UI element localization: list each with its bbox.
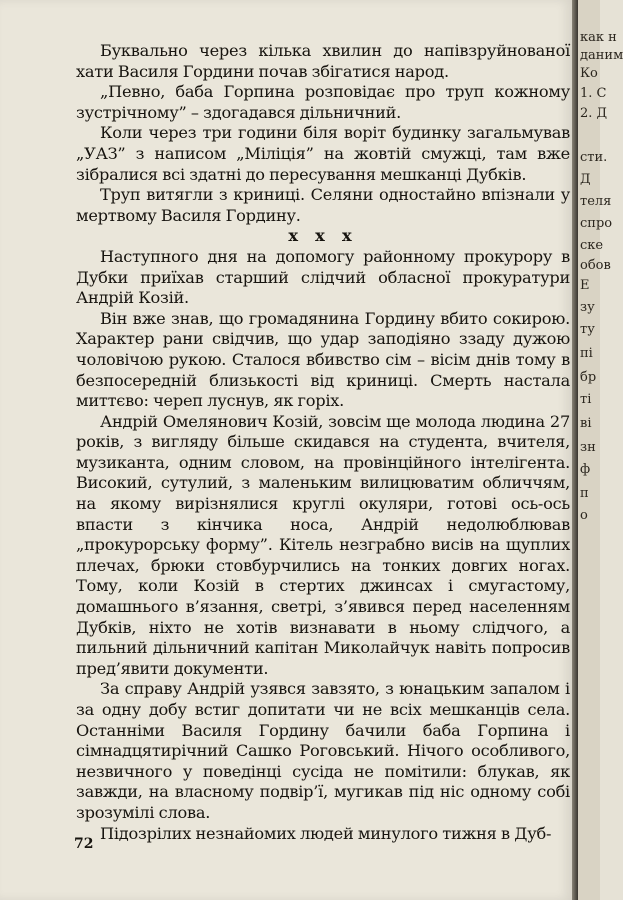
next-page-fragment: ту [580,322,595,337]
section-divider: x x x [288,226,358,246]
next-page-fragment: о [580,508,588,523]
paragraph: Андрій Омелянович Козій, зовсім ще молода людина 27 років, з вигляду більше скидався на студента, вчителя, музиканта, одним словом, на провінційного інтелігента. Високий, сутулий, з маленьким вилицюватим обличчям, на якому вирізнялися круглі окуляри, готові ось-ось впасти з кінчика носа, Андрій недолюблював „прокурорську форму”. Кітель незграбно висів на щуплих плечах, брюки стовбурчились на тонких довгих ногах. Тому, коли Козій в стертих джинсах і смугастому, домашнього в’язання, светрі, з’явився перед населенням Дубків, ніхто не хотів визнавати в ньому слідчого, а пильний дільничний капітан Миколайчук навіть попросив пред’явити документи. [76,411,570,678]
next-page-fragment: как н [580,30,617,45]
paragraph: Він вже знав, що громадянина Гордину вбито сокирою. Характер рани свідчив, що удар заподіяно ззаду дужою чоловічою рукою. Сталося вбивство сім – вісім днів тому в безпосередній близькості від криниці. Смерть настала миттєво: череп луснув, як горіх. [76,308,570,411]
next-page-fragment: обов [580,258,611,273]
next-page-fragment: ф [580,462,591,477]
next-page-fragment: бр [580,370,597,385]
next-page-fragment: ті [580,392,592,407]
page-text [76,41,570,844]
paragraph: Буквально через кілька хвилин до напівзруйнованої хати Василя Гордини почав збігатися народ. [76,41,570,81]
next-page-fragment: Е [580,278,590,293]
next-page-fragment: даним [580,48,623,63]
next-page-fragment: пі [580,346,593,361]
next-page-fragment: Д [580,172,591,187]
next-page-edge [578,0,623,900]
paragraph: Коли через три години біля воріт будинку загальмував „УАЗ” з написом „Міліція” на жовтій смужці, там вже зібралися всі здатні до пересування мешканці Дубків. [76,123,570,184]
paragraph: Наступного дня на допомогу районному прокурору в Дубки приїхав старший слідчий обласної прокуратури Андрій Козій. [76,246,570,308]
paragraph: „Певно, баба Горпина розповідає про труп кожному зустрічному” – здогадався дільничний. [76,82,570,122]
next-page-fragment: спро [580,216,613,231]
paragraph: За справу Андрій узявся завзято, з юнацьким запалом і за одну добу встиг допитати чи не всіх мешканців села. Останніми Василя Гордину бачили баба Горпина і сімнадцятирічний Сашко Роговський. Нічого особливого, незвичного у поведінці сусіда не помітили: блукав, як завжди, на власному подвір’ї, мугикав під ніс одному собі зрозумілі слова. [76,679,570,822]
paragraph: Підозрілих незнайомих людей минулого тижня в Дуб- [100,823,552,843]
next-page-fragment: теля [580,194,612,209]
next-page-fragment: зн [580,440,596,455]
paragraph: Труп витягли з криниці. Селяни одностайно впізнали у мертвому Василя Гордину. [76,185,570,225]
next-page-fragment: ске [580,238,604,253]
next-page-fragment: зу [580,300,595,315]
next-page-fragment: Ко [580,66,598,81]
next-page-fragment: п [580,486,589,501]
next-page-fragment: 1. С [580,86,607,101]
next-page-fragment: 2. Д [580,106,608,121]
page-number: 72 [74,836,94,852]
next-page-fragment: сти. [580,150,608,165]
next-page-fragment: ві [580,416,592,431]
